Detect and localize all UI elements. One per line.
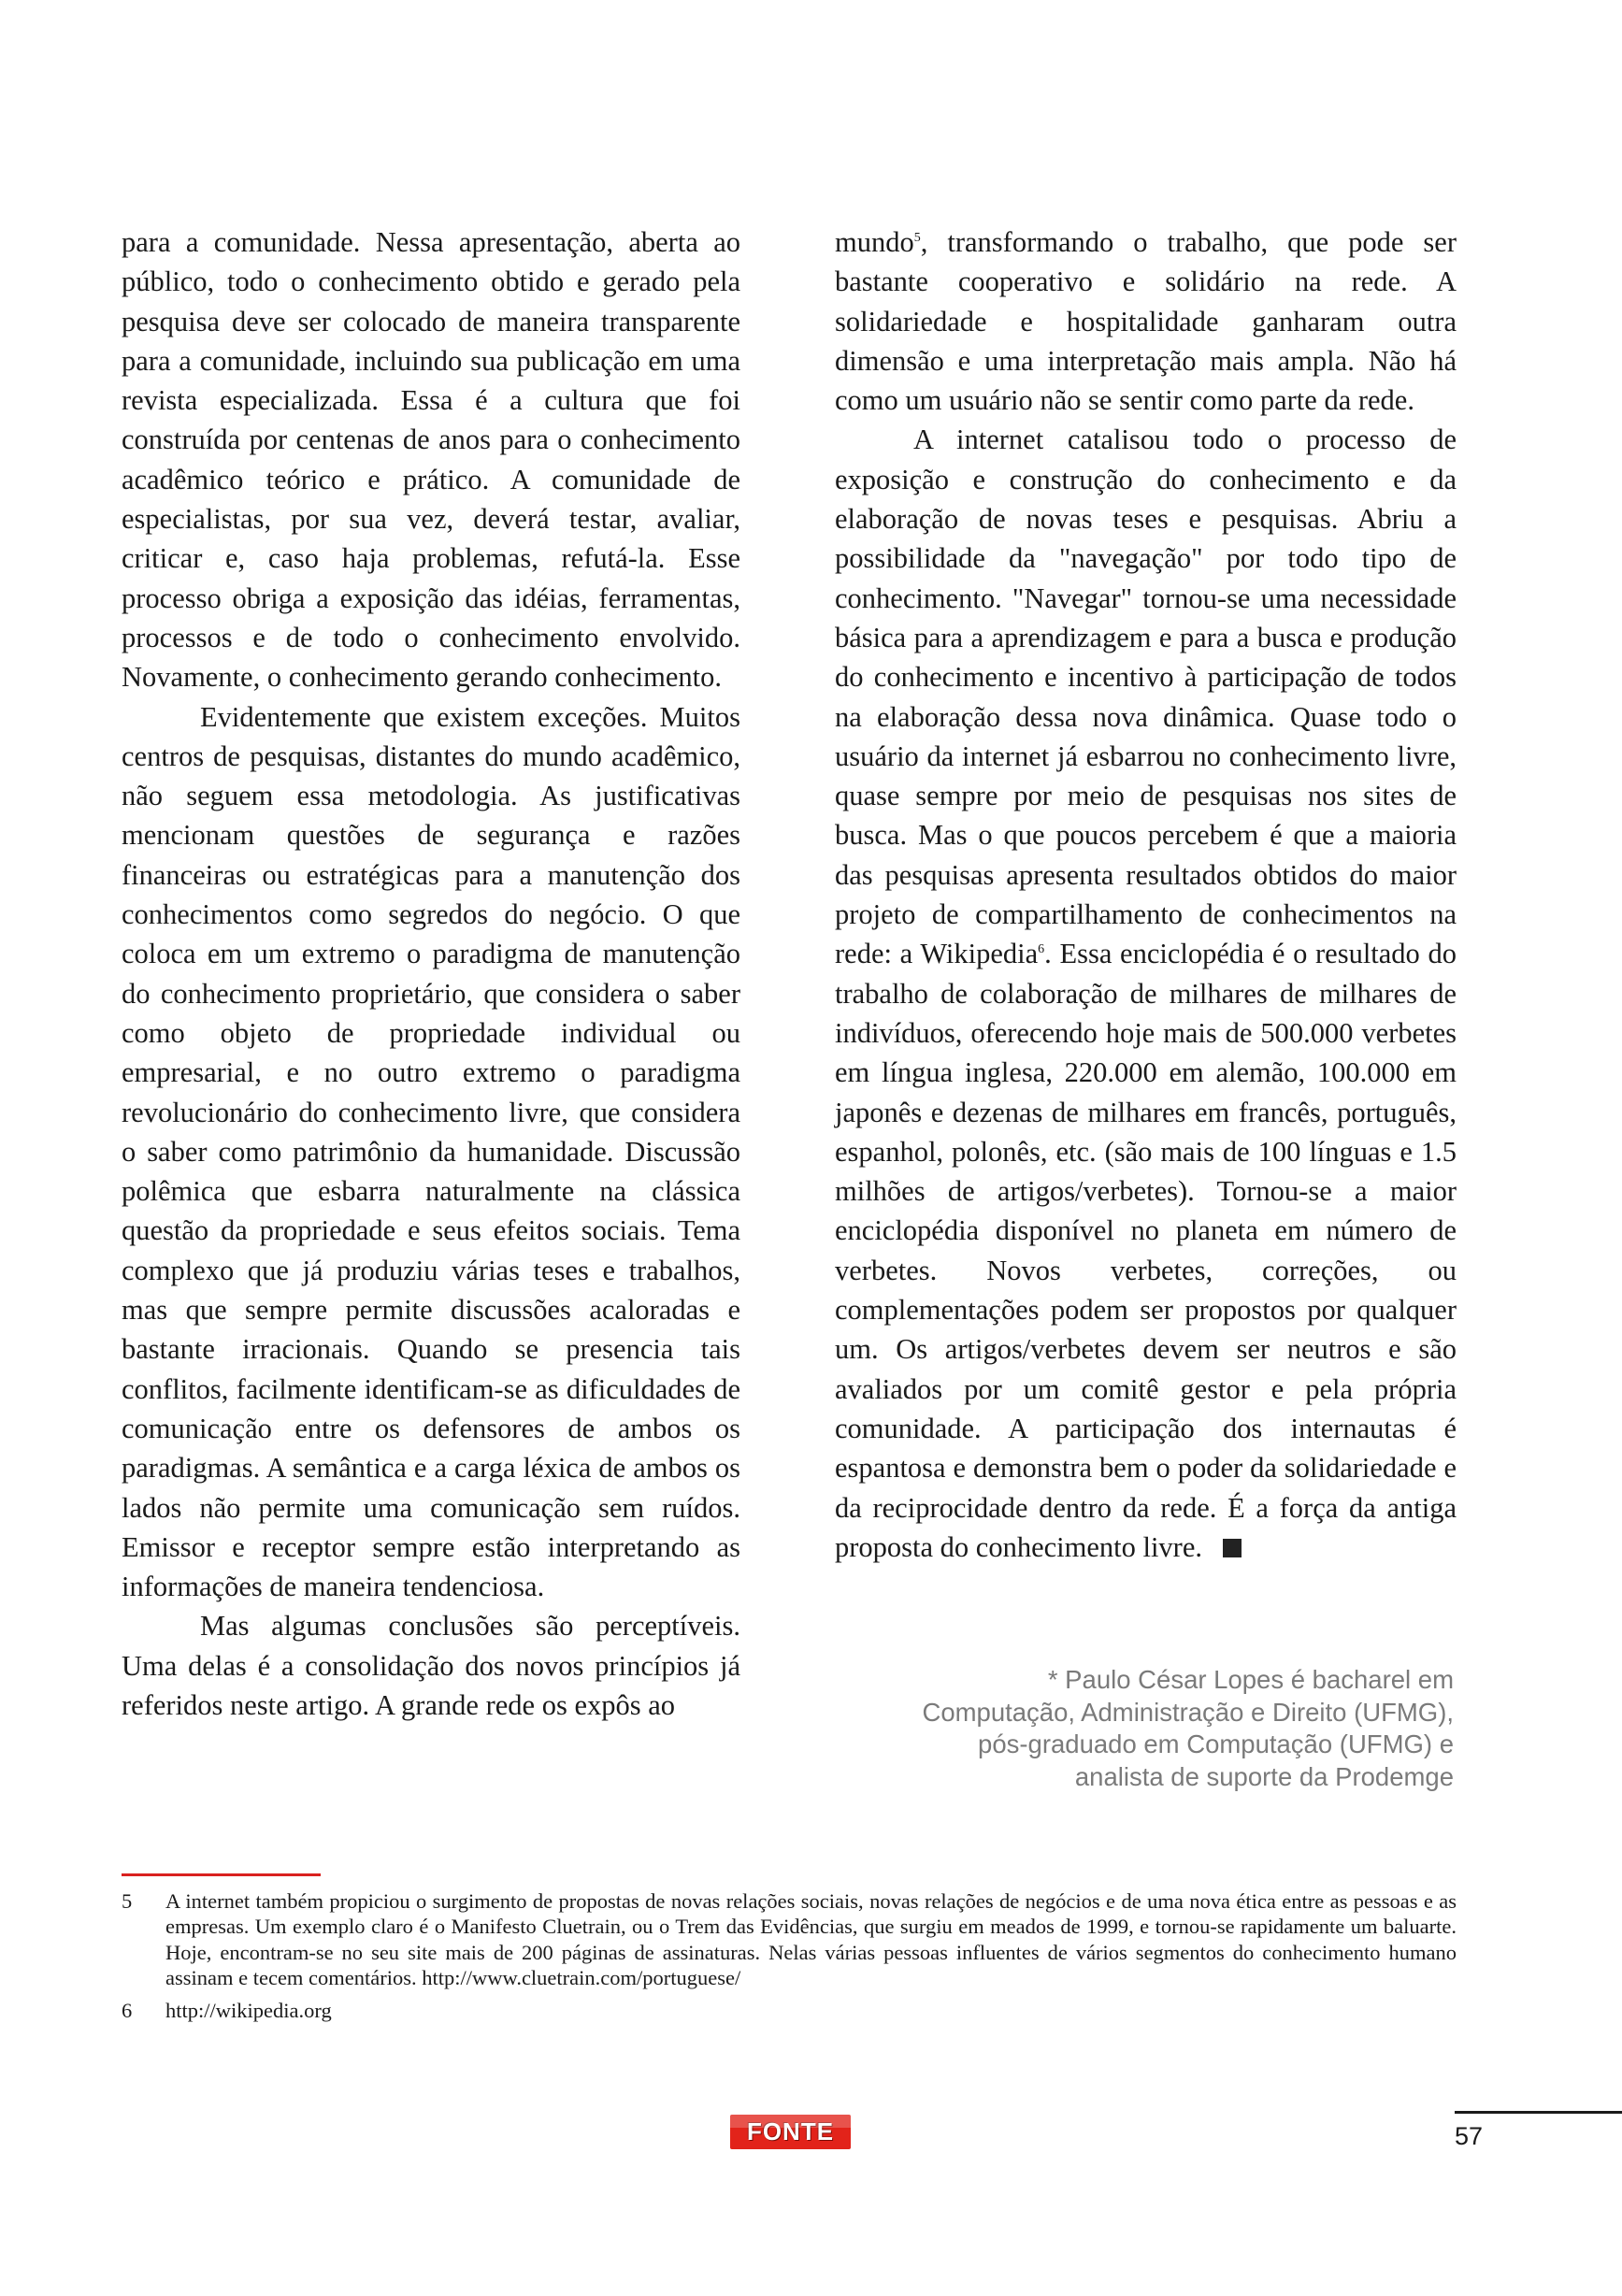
page-number-rule — [1455, 2111, 1622, 2114]
paragraph-text: A internet catalisou todo o processo de exposição e construção do conhecimento e da elaboração de novas teses e pesquisas. Abriu a possibilidade da "navegação" por todo tipo de conhecimento. "Navegar" tornou-se uma necessidade básica para a aprendizagem e para a busca e produção do conhecimento e incentivo à participação de todos na elaboração dessa nova dinâmica. Quase todo o usuário da internet já esbarrou no conhecimento livre, quase sempre por meio de pesquisas nos sites de busca. Mas o que poucos percebem é que a maioria das pesquisas apresenta resultados obtidos do maior projeto de compartilhamento de conhecimentos na rede: a Wikipedia — [835, 423, 1457, 970]
footnote-5 — [122, 1888, 1457, 1990]
paragraph-text: . Essa enciclopédia é o resultado do trabalho de colaboração de milhares de milhares de indivíduos, oferecendo hoje mais de 500.000 verbetes em língua inglesa, 220.000 em alemão, 100.000 em japonês e dezenas de milhares em francês, português, espanhol, polonês, etc. (são mais de 100 línguas e 1.5 milhões de artigos/verbetes). Tornou-se a maior enciclopédia disponível no planeta em número de verbetes. Novos verbetes, correções, ou complementações podem ser propostos por qualquer um. Os artigos/verbetes devem ser neutros e são avaliados por um comitê gestor e pela própria comunidade. A participação dos internautas é espantosa e demonstra bem o poder da solidariedade e da reciprocidade dentro da rede. É a força da antiga proposta do conhecimento livre. — [835, 938, 1457, 1563]
author-note-line: pós-graduado em Computação (UFMG) e — [978, 1729, 1454, 1758]
author-note — [841, 1664, 1454, 1793]
article-right-column — [835, 222, 1457, 1567]
paragraph: Mas algumas conclusões são perceptíveis. Uma delas é a consolidação dos novos princípios já referidos neste artigo. A grande rede os expôs ao — [122, 1610, 740, 1721]
footnotes — [122, 1888, 1457, 2031]
footnote-text: A internet também propiciou o surgimento de propostas de novas relações sociais, novas relações de negócios e de uma nova ética entre as pessoas e as empresas. Um exemplo claro é o Manifesto Cluetrain, ou o Trem das Evidências, que surgiu em meados de 1999, e tornou-se rapidamente um baluarte. Hoje, encontram-se no seu site mais de 200 páginas de assinaturas. Nelas várias pessoas influentes de vários segmentos do conhecimento humano assinam e tecem comentários. http://www.cluetrain.com/portuguese/ — [165, 1889, 1457, 1989]
page-number: 57 — [1455, 2122, 1484, 2150]
footnote-divider — [122, 1873, 321, 1876]
footnote-6 — [122, 1998, 1457, 2023]
paragraph: Evidentemente que existem exceções. Muitos centros de pesquisas, distantes do mundo acadêmico, não seguem essa metodologia. As justificativas mencionam questões de segurança e razões financeiras ou estratégicas para a manutenção dos conhecimentos como segredos do negócio. O que coloca em um extremo o paradigma de manutenção do conhecimento proprietário, que considera o saber como objeto de propriedade individual ou empresarial, e no outro extremo o paradigma revolucionário do conhecimento livre, que considera o saber como patrimônio da humanidade. Discussão polêmica que esbarra naturalmente na clássica questão da propriedade e seus efeitos sociais. Tema complexo que já produziu várias teses e trabalhos, mas que sempre permite discussões acaloradas e bastante irracionais. Quando se presencia tais conflitos, facilmente identificam-se as dificuldades de comunicação entre os defensores de ambos os paradigmas. A semântica e a carga léxica de ambos os lados não permite uma comunicação sem ruídos. Emissor e receptor sempre estão interpretando as informações de maneira tendenciosa. — [122, 700, 740, 1603]
fonte-logo-text: FONTE — [746, 2117, 835, 2145]
paragraph-text: mundo — [835, 226, 914, 258]
black-square-icon — [1223, 1539, 1242, 1557]
author-note-line: Computação, Administração e Direito (UFMG), — [922, 1697, 1454, 1727]
paragraph-text: , transformando o trabalho, que pode ser bastante cooperativo e solidário na rede. A solidariedade e hospitalidade ganharam outra dimensão e uma interpretação mais ampla. Não há como um usuário não se sentir como parte da rede. — [835, 226, 1457, 417]
footnote-number: 5 — [122, 1889, 133, 1913]
fonte-logo — [730, 2115, 851, 2149]
author-note-line: * Paulo César Lopes é bacharel em — [1047, 1665, 1454, 1694]
author-note-line: analista de suporte da Prodemge — [1074, 1761, 1454, 1791]
paragraph — [835, 222, 1457, 420]
paragraph: para a comunidade. Nessa apresentação, aberta ao público, todo o conhecimento obtido e gerado pela pesquisa deve ser colocado de maneira transparente para a comunidade, incluindo sua publicação em uma revista especializada. Essa é a cultura que foi construída por centenas de anos para o conhecimento acadêmico teórico e prático. A comunidade de especialistas, por sua vez, deverá testar, avaliar, criticar e, caso haja problemas, refutá-la. Esse processo obriga a exposição das idéias, ferramentas, processos e de todo o conhecimento envolvido. Novamente, o conhecimento gerando conhecimento. — [122, 226, 740, 694]
footnote-reference-6: 6 — [1038, 942, 1045, 957]
footnote-number: 6 — [122, 1999, 133, 2023]
article-left-column — [122, 222, 740, 1725]
footnote-reference-5: 5 — [913, 230, 921, 245]
footnote-link[interactable]: http://wikipedia.org — [165, 1999, 332, 2023]
paragraph — [835, 420, 1457, 1567]
